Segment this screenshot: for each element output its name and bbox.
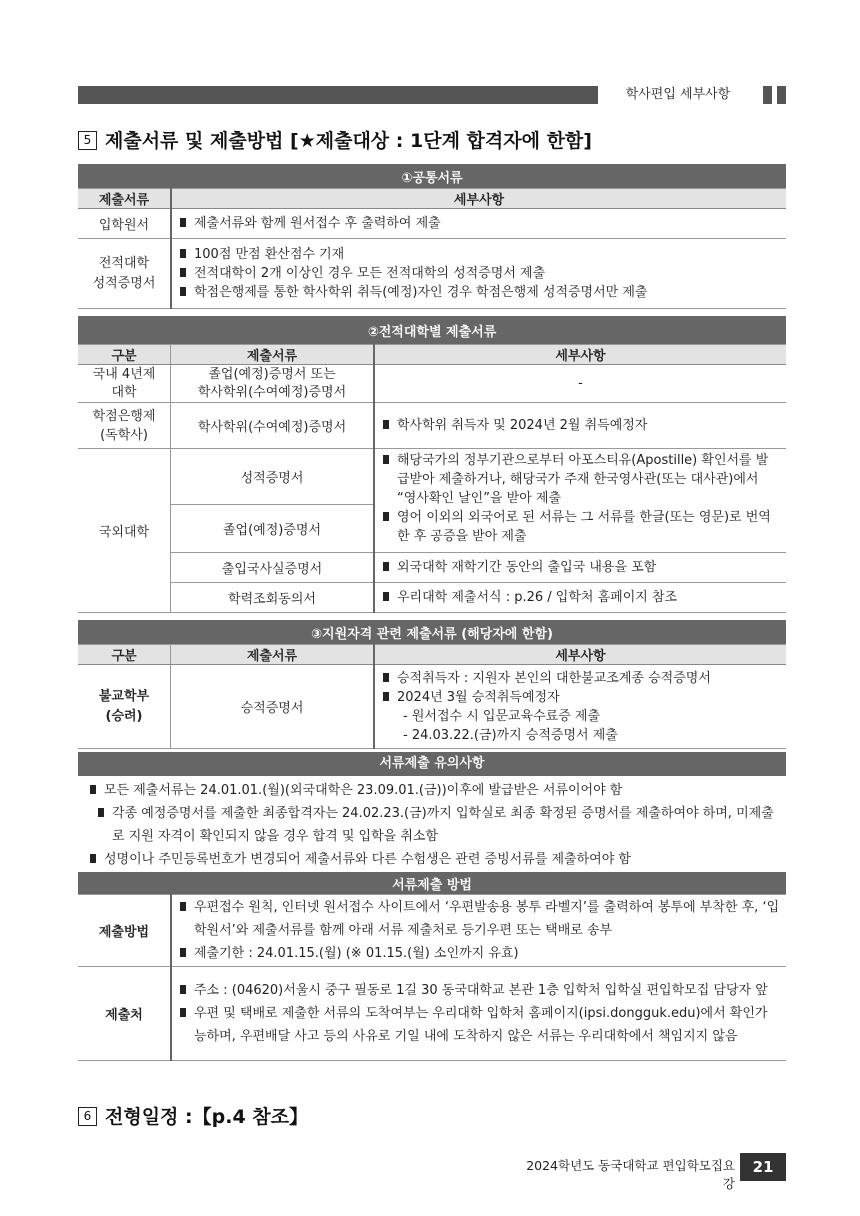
doc-cell: 학사학위(수여예정)증명서 [171, 403, 375, 449]
bullet-item: 우편접수 원칙, 인터넷 원서접수 사이트에서 ‘우편발송용 봉투 라벨지’를 출력하여 봉투에 부착한 후, ‘입학원서’와 제출서류를 함께 아래 서류 제출처로 등기우편 또는 택배로 송부 [178, 896, 780, 942]
col-header: 세부사항 [171, 189, 786, 209]
notes-section [78, 752, 786, 876]
header-square [777, 86, 786, 104]
bullet-item: 제출기한 : 24.01.15.(월) (※ 01.15.(월) 소인까지 유효) [178, 942, 780, 965]
detail-cell: - [374, 365, 786, 403]
doc-cell: 성적증명서 [171, 449, 375, 505]
row-label: 학점은행제 (독학사) [78, 403, 171, 449]
bullet-item: 영어 이외의 외국어로 된 서류는 그 서류를 한글(또는 영문)로 번역한 후 공증을 받아 제출 [381, 508, 780, 546]
note-item: 성명이나 주민등록번호가 변경되어 제출서류와 다른 수험생은 관련 증빙서류를 제출하여야 함 [88, 848, 776, 871]
bullet-item: 2024년 3월 승적취득예정자 [381, 688, 780, 707]
row-label: 제출처 [78, 967, 171, 1061]
col-header: 구분 [78, 645, 171, 665]
row-label: 전적대학 성적증명서 [78, 239, 171, 309]
doc-cell: 학력조회동의서 [171, 583, 375, 613]
header-square [763, 86, 772, 104]
col-header: 세부사항 [374, 345, 786, 365]
method-band: 서류제출 방법 [78, 872, 786, 895]
bullet-item: 제출서류와 함께 원서접수 후 출력하여 제출 [178, 214, 780, 233]
prev-band: ②전적대학별 제출서류 [78, 316, 786, 345]
sub-item: - 24.03.22.(금)까지 승적증명서 제출 [403, 727, 618, 743]
qualification-table [78, 620, 786, 749]
bullet-item: 주소 : (04620)서울시 중구 필동로 1길 30 동국대학교 본관 1층 입학처 입학실 편입학모집 담당자 앞 [178, 979, 780, 1002]
row-label: 국내 4년제 대학 [78, 365, 171, 403]
bullet-item: 해당국가의 정부기관으로부터 아포스티유(Apostille) 확인서를 발급받아 제출하거나, 해당국가 주재 한국영사관(또는 대사관)에서 “영사확인 날인”을 받아 제출 [381, 451, 780, 508]
doc-cell: 졸업(예정)증명서 또는 학사학위(수여예정)증명서 [171, 365, 375, 403]
note-item: 각종 예정증명서를 제출한 최종합격자는 24.02.23.(금)까지 입학실로 최종 확정된 증명서를 제출하여야 하며, 미제출로 지원 자격이 확인되지 않을 경우 합격 및 입학을 취소함 [88, 802, 776, 848]
bullet-item: 외국대학 재학기간 동안의 출입국 내용을 포함 [381, 558, 780, 577]
note-item: 모든 제출서류는 24.01.01.(월)(외국대학은 23.09.01.(금))이후에 발급받은 서류이어야 함 [88, 779, 776, 802]
doc-cell: 졸업(예정)증명서 [171, 505, 375, 553]
section-number-box: 6 [78, 1107, 97, 1126]
col-header: 구분 [78, 345, 171, 365]
bullet-item: 학점은행제를 통한 학사학위 취득(예정)자인 경우 학점은행제 성적증명서만 제출 [178, 283, 780, 302]
page-number: 21 [740, 1153, 786, 1181]
bullet-item: 전적대학이 2개 이상인 경우 모든 전적대학의 성적증명서 제출 [178, 264, 780, 283]
row-label: 국외대학 [78, 449, 171, 613]
common-band: ①공통서류 [78, 164, 786, 189]
footer-text: 2024학년도 동국대학교 편입학모집요강 [526, 1158, 735, 1191]
row-label: 제출방법 [78, 895, 171, 967]
bullet-item: 우편 및 택배로 제출한 서류의 도착여부는 우리대학 입학처 홈페이지(ipsi.dongguk.edu)에서 확인가능하며, 우편배달 사고 등의 사유로 기일 내에 도착하지 않은 서류는 우리대학에서 책임지지 않음 [178, 1002, 780, 1048]
section-number-box: 5 [78, 131, 97, 150]
section-5-heading [78, 126, 592, 153]
header-label: 학사편입 세부사항 [625, 87, 731, 102]
sub-item: - 원서접수 시 입문교육수료증 제출 [403, 708, 601, 724]
notes-band: 서류제출 유의사항 [78, 752, 786, 776]
qual-band: ③지원자격 관련 제출서류 (해당자에 한함) [78, 620, 786, 645]
prev-university-table [78, 316, 786, 613]
doc-cell: 출입국사실증명서 [171, 553, 375, 583]
section-6-heading [78, 1102, 308, 1129]
col-header: 제출서류 [78, 189, 171, 209]
bullet-item: 100점 만점 환산점수 기재 [178, 245, 780, 264]
section-6-title: 전형일정 :【p.4 참조】 [105, 1106, 308, 1128]
row-label: 입학원서 [78, 209, 171, 239]
doc-cell: 승적증명서 [171, 665, 375, 749]
col-header: 제출서류 [171, 645, 375, 665]
section-5-title: 제출서류 및 제출방법 [★제출대상 : 1단계 합격자에 한함] [105, 130, 592, 152]
common-documents-table [78, 164, 786, 309]
bullet-item: 학사학위 취득자 및 2024년 2월 취득예정자 [381, 416, 780, 435]
header-bar [78, 86, 598, 104]
row-label: 불교학부 (승려) [78, 665, 171, 749]
bullet-item: 승적취득자 : 지원자 본인의 대한불교조계종 승적증명서 [381, 669, 780, 688]
bullet-item: 우리대학 제출서식 : p.26 / 입학처 홈페이지 참조 [381, 588, 780, 607]
col-header: 제출서류 [171, 345, 375, 365]
col-header: 세부사항 [374, 645, 786, 665]
submission-method-table [78, 872, 786, 1061]
